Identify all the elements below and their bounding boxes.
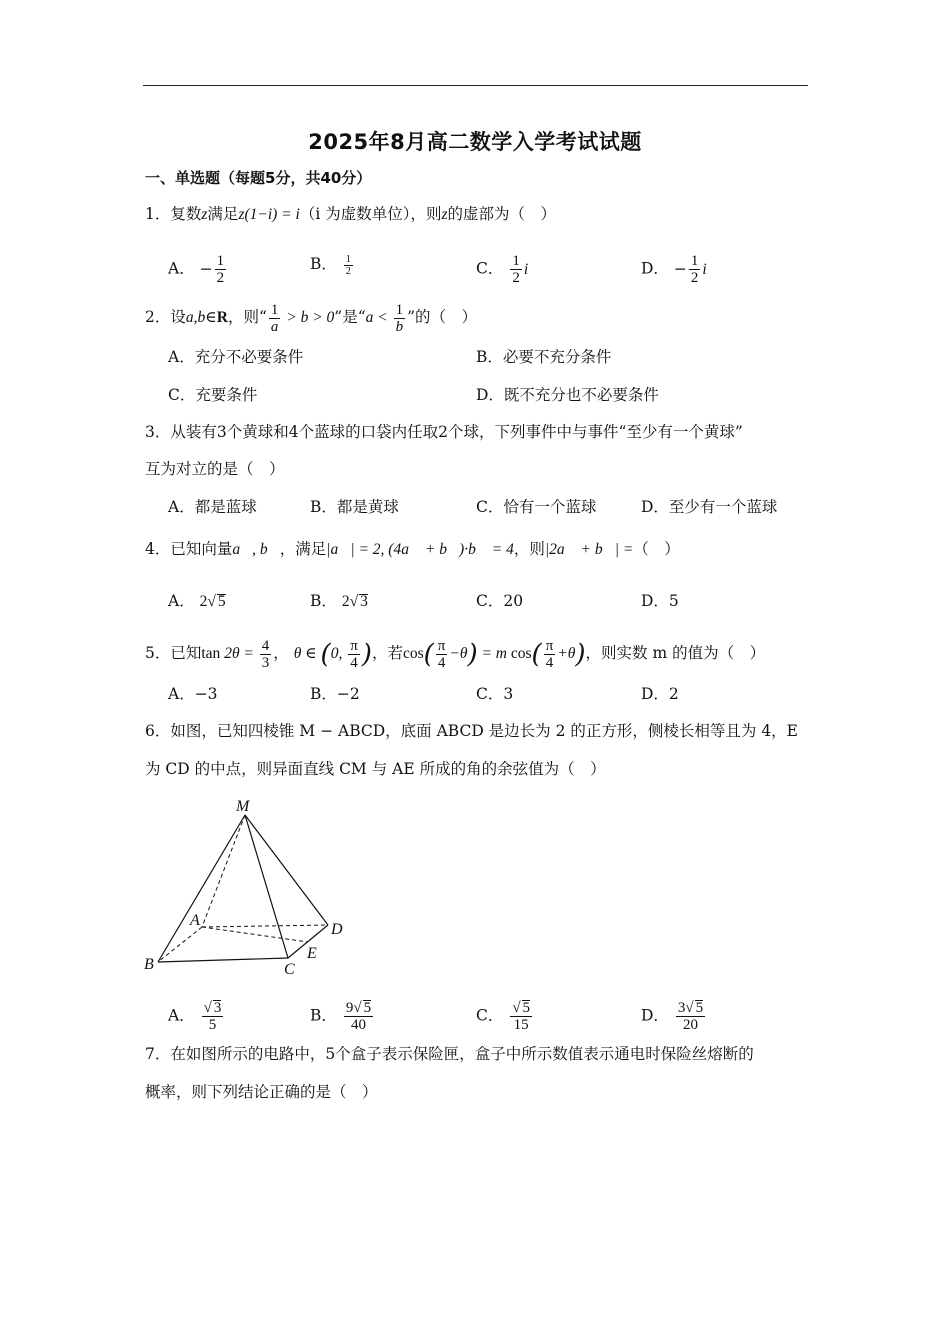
question-1-stem xyxy=(145,203,556,226)
q1-option-a-label: A． xyxy=(168,259,195,278)
q4-option-c[interactable]: C．20 xyxy=(476,592,524,610)
page-title: 2025年8月高二数学入学考试试题 xyxy=(308,130,642,154)
question-7-stem-line2: 概率，则下列结论正确的是（ ） xyxy=(145,1083,378,1101)
q6-option-c-value: $\frac{√ 5}{15}$ xyxy=(512,1000,531,1033)
q6-option-a[interactable] xyxy=(168,1000,225,1033)
q2-cond2: a < $\frac{1}{b}$ xyxy=(365,302,404,335)
label-c: C xyxy=(284,961,295,978)
q5-option-c[interactable]: C．3 xyxy=(476,685,514,703)
q4-option-a[interactable] xyxy=(168,590,226,613)
q2-stem-end: ”的（ ） xyxy=(407,308,478,327)
q1-option-c[interactable] xyxy=(476,253,528,286)
question-2-stem xyxy=(145,302,477,335)
q1-var-z: z xyxy=(201,206,208,223)
q3-option-a[interactable]: A．都是蓝球 xyxy=(168,498,257,516)
q2-option-b[interactable]: B．必要不充分条件 xyxy=(476,348,612,366)
q6-option-d-label: D． xyxy=(641,1006,669,1025)
q2-stem-pre: 2．设 xyxy=(145,308,186,327)
q4-stem-mid: ，满足 xyxy=(279,540,327,558)
q4-option-b[interactable] xyxy=(310,590,368,613)
q4-stem-end: （ ） xyxy=(633,540,680,558)
label-d: D xyxy=(331,921,343,938)
q4-option-d[interactable]: D．5 xyxy=(641,592,679,610)
label-a: A xyxy=(190,912,200,929)
q4-stem-pre: 4．已知向量 xyxy=(145,540,233,558)
question-3-stem-line1: 3．从装有3个黄球和4个蓝球的口袋内任取2个球，下列事件中与事件“至少有一个黄球” xyxy=(145,423,743,441)
q2-stem-mid2: ”是“ xyxy=(334,308,366,327)
q1-option-a-value: − $\frac{1}{2}$ xyxy=(199,253,225,286)
q4-option-a-label: A． xyxy=(168,592,195,610)
q1-option-d[interactable] xyxy=(641,253,707,286)
q3-option-c[interactable]: C．恰有一个蓝球 xyxy=(476,498,597,516)
q1-stem-note: （i 为虚数单位），则 xyxy=(299,205,442,223)
q4-target: |2a⃗ + b⃗| = xyxy=(544,541,634,558)
header-rule xyxy=(143,85,808,86)
q6-option-d-value: $\frac{3√ 5}{20}$ xyxy=(677,1000,704,1033)
q4-stem-mid2: ，则 xyxy=(513,540,545,558)
pyramid-figure xyxy=(140,795,360,980)
q1-option-d-label: D． xyxy=(641,259,669,278)
question-5-stem: 5．已知tan 2θ = $\frac{4}{3}$ ， θ ∈ (0, $\frac{\pi}{4}$ )，若cos( $\frac{\pi}{4}$ −θ) = m cos( $\frac{\pi}{4}$ +θ)，则实数 m 的值为（ ） xyxy=(145,638,766,671)
q4-condition: |a⃗| = 2, (4a⃗ + b⃗)·b⃗ = 4 xyxy=(326,541,514,558)
q5-stem-pre: 5．已知 xyxy=(145,644,202,663)
q5-stem-end: ，则实数 m 的值为（ ） xyxy=(585,644,766,663)
q3-option-b[interactable]: B．都是黄球 xyxy=(310,498,399,516)
q4-option-a-value: 2√ 5 xyxy=(199,593,226,610)
q5-cond2: θ ∈ (0, $\frac{\pi}{4}$ ) xyxy=(293,638,372,671)
q1-option-b-value: $\frac{1}{2}$ xyxy=(345,253,351,277)
q5-option-d[interactable]: D．2 xyxy=(641,685,679,703)
q5-option-a[interactable]: A．−3 xyxy=(168,685,218,703)
q2-cond1: $\frac{1}{a}$ > b > 0 xyxy=(270,302,335,335)
question-7-stem-line1: 7．在如图所示的电路中，5个盒子表示保险匣，盒子中所示数值表示通电时保险丝熔断的 xyxy=(145,1045,754,1063)
q2-ab: a,b∈R xyxy=(185,309,228,327)
section-heading: 一、单选题（每题5分，共40分） xyxy=(145,169,372,187)
q2-option-d[interactable]: D．既不充分也不必要条件 xyxy=(476,386,659,404)
q1-option-b-label: B． xyxy=(310,255,337,273)
q5-stem-mid: ，若 xyxy=(371,644,403,663)
question-4-stem xyxy=(145,538,680,561)
q6-option-a-label: A． xyxy=(168,1006,195,1025)
q5-option-b[interactable]: B．−2 xyxy=(310,685,360,703)
q6-option-d[interactable] xyxy=(641,1000,707,1033)
q1-option-c-value: $\frac{1}{2}$ i xyxy=(512,253,529,286)
q6-option-a-value: $\frac{√ 3}{5}$ xyxy=(203,1000,222,1033)
label-b: B xyxy=(144,956,154,973)
q1-equation: z(1−i) = i xyxy=(238,206,300,223)
q4-vectors: a⃗, b⃗ xyxy=(232,541,280,558)
q4-option-b-value: 2√ 3 xyxy=(341,593,368,610)
q6-option-b-label: B． xyxy=(310,1006,337,1025)
q6-option-c[interactable] xyxy=(476,1000,534,1033)
q4-option-b-label: B． xyxy=(310,592,337,610)
question-6-stem-line1: 6．如图，已知四棱锥 M − ABCD，底面 ABCD 是边长为 2 的正方形，侧棱长相等且为 4，E xyxy=(145,722,798,740)
q6-option-b-value: $\frac{9√ 5}{40}$ xyxy=(345,1000,372,1033)
q6-option-c-label: C． xyxy=(476,1006,504,1025)
q1-option-b[interactable] xyxy=(310,253,355,277)
q3-option-d[interactable]: D．至少有一个蓝球 xyxy=(641,498,778,516)
q5-cond3: cos( $\frac{\pi}{4}$ −θ) = m cos( $\frac{\pi}{4}$ +θ) xyxy=(402,638,586,671)
q1-stem-mid: 满足 xyxy=(207,205,239,223)
q1-var-z2: z xyxy=(441,206,448,223)
question-6-stem-line2: 为 CD 的中点，则异面直线 CM 与 AE 所成的角的余弦值为（ ） xyxy=(145,760,606,778)
q2-option-a[interactable]: A．充分不必要条件 xyxy=(168,348,304,366)
q1-option-a[interactable] xyxy=(168,253,228,286)
q1-stem-pre: 1．复数 xyxy=(145,205,202,223)
question-3-stem-line2: 互为对立的是（ ） xyxy=(145,460,285,478)
q5-cond1: tan 2θ = $\frac{4}{3}$ xyxy=(201,638,270,671)
label-m: M xyxy=(236,798,250,815)
q1-stem-end: 的虚部为（ ） xyxy=(447,205,557,223)
q1-option-d-value: − $\frac{1}{2}$ i xyxy=(673,253,707,286)
q2-stem-mid: ，则“ xyxy=(227,308,267,327)
q2-option-c[interactable]: C．充要条件 xyxy=(168,386,258,404)
label-e: E xyxy=(307,945,317,962)
q6-option-b[interactable] xyxy=(310,1000,375,1033)
q1-option-c-label: C． xyxy=(476,259,504,278)
